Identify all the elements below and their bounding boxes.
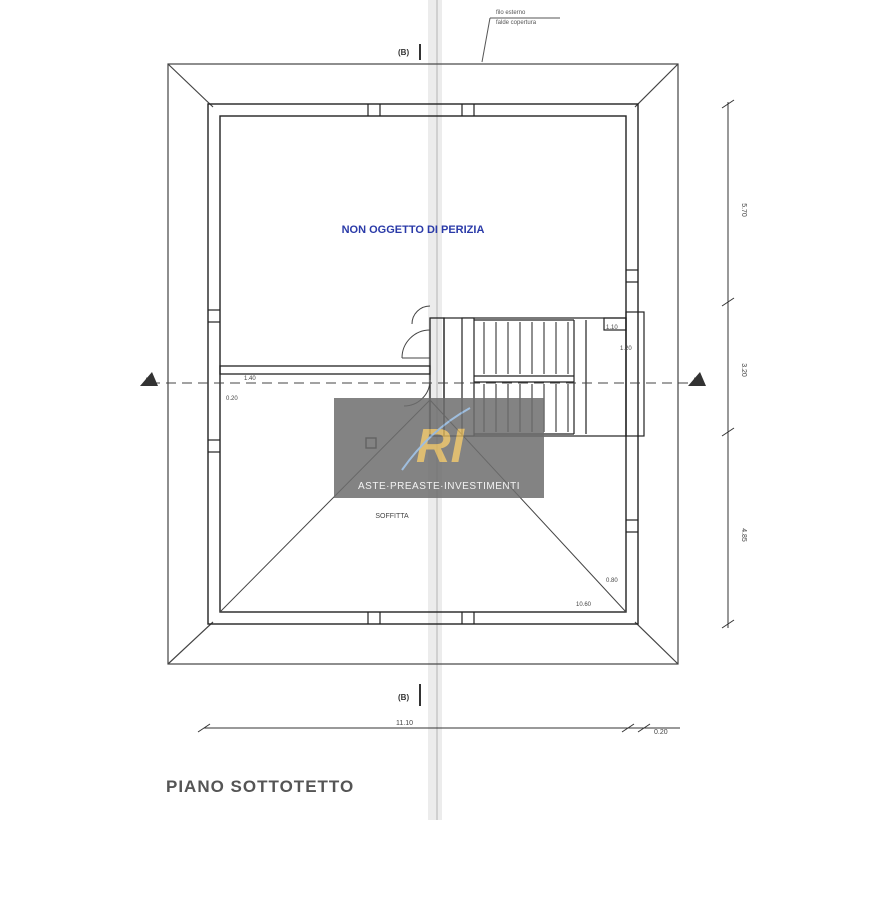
door-swing: [402, 306, 430, 406]
dim-small-2: 0.20: [226, 396, 238, 402]
note-line-1: filo esterno: [496, 10, 526, 16]
dim-small-1: 1.40: [244, 376, 256, 382]
dim-bottom-total: 11.10: [396, 720, 413, 727]
watermark-logo: [334, 398, 544, 498]
dim-right-bottom: 4.85: [740, 528, 747, 542]
dim-right-mid: 3.20: [740, 363, 747, 377]
dim-right-top: 5.70: [740, 203, 747, 217]
watermark-brand: ASTE·PREASTE·INVESTIMENTI: [358, 481, 520, 492]
dim-bottom-extra: 0.20: [654, 729, 668, 736]
zone-label: NON OGGETTO DI PERIZIA: [341, 224, 485, 236]
section-a-label-left: A: [144, 376, 151, 386]
section-b-top: [398, 44, 420, 60]
floor-title: PIANO SOTTOTETTO: [166, 777, 355, 796]
dim-small-5: 0.80: [606, 578, 618, 584]
dim-small-3: 1.10: [606, 325, 618, 331]
right-dimension-chain: [722, 100, 734, 628]
section-b-label-top: (B): [398, 48, 410, 57]
roof-outline: [168, 64, 678, 664]
section-b-bottom: [398, 684, 420, 706]
roof-edge-note: [482, 10, 560, 62]
room-label: SOFFITTA: [375, 513, 409, 520]
dim-small-4: 1.20: [620, 346, 632, 352]
note-line-2: falde copertura: [496, 20, 537, 26]
watermark-letters: RI: [416, 420, 464, 473]
section-b-label-bottom: (B): [398, 693, 410, 702]
section-a-label-right: A: [692, 376, 699, 386]
dim-small-6: 10.60: [576, 602, 592, 608]
